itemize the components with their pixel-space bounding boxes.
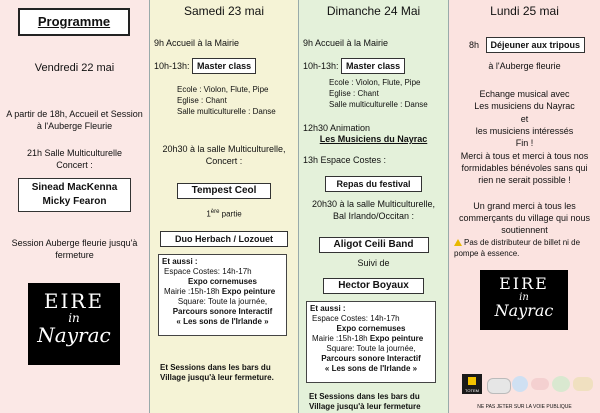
sunday-line: 13h Espace Costes : — [303, 155, 387, 165]
time-label: 10h-13h: — [303, 61, 339, 71]
band-box-wrap — [150, 180, 298, 199]
band-box-wrap — [150, 229, 298, 247]
friday-date: Vendredi 22 mai — [34, 62, 115, 74]
monday-line: soutiennent — [501, 225, 548, 235]
also-line: Parcours sonore Interactif — [172, 307, 273, 316]
logo-text: in — [519, 292, 529, 303]
saturday-footer: Et Sessions dans les bars du — [160, 363, 271, 372]
friday-line: Session Auberge fleurie jusqu'à — [11, 238, 138, 248]
sunday-line: Bal Irlando/Occitan : — [332, 211, 415, 221]
monday-line: les musiciens intéressés — [475, 126, 574, 136]
first-part-sup: ère — [210, 209, 220, 215]
repas-box-wrap — [299, 174, 448, 192]
logo-text: EIRE — [499, 274, 549, 293]
sponsor-logo — [552, 376, 570, 392]
masterclass-box: Master class — [192, 58, 256, 74]
saturday-line: 20h30 à la salle Multiculturelle, — [162, 144, 286, 154]
also-text: Mairie :15h-18h — [164, 287, 222, 296]
band-box: Aligot Ceili Band — [319, 237, 429, 253]
also-text: Expo peinture — [221, 287, 276, 296]
saturday-title: Samedi 23 mai — [183, 4, 265, 18]
also-box — [306, 301, 436, 383]
also-line: Square: Toute la journée, — [177, 297, 268, 306]
monday-line: et — [520, 114, 529, 124]
first-part-label — [150, 207, 298, 220]
sunday-line: 20h30 à la salle Multiculturelle, — [311, 199, 436, 209]
saturday-masterclass — [154, 58, 256, 74]
sunday-line: Salle multiculturelle : Danse — [329, 100, 428, 109]
saturday-line: Concert : — [205, 156, 243, 166]
monday-line: rien ne serait possible ! — [478, 175, 571, 185]
eire-in-nayrac-logo — [480, 270, 568, 330]
time-label: 10h-13h: — [154, 61, 190, 71]
also-line: Espace Costes: 14h-17h — [312, 314, 400, 323]
sunday-footer: Et Sessions dans les bars du — [309, 392, 420, 401]
also-box — [158, 254, 287, 336]
column-friday — [0, 0, 150, 413]
sponsor-logo — [512, 376, 528, 392]
saturday-line: Salle multiculturelle : Danse — [177, 107, 276, 116]
eire-in-nayrac-logo — [28, 283, 120, 365]
sunday-footer: Village jusqu'à leur fermeture — [309, 402, 421, 411]
saturday-line: Ecole : Violon, Flute, Pipe — [177, 85, 269, 94]
sunday-line: 9h Accueil à la Mairie — [303, 38, 389, 48]
also-line: « Les sons de l'Irlande » — [176, 317, 269, 326]
saturday-line: 9h Accueil à la Mairie — [154, 38, 240, 48]
sunday-line: Ecole : Violon, Flute, Pipe — [329, 78, 421, 87]
also-text: Expo peinture — [369, 334, 424, 343]
warning-icon — [454, 239, 462, 246]
saturday-line: Eglise : Chant — [177, 96, 227, 105]
friday-line: A partir de 18h, Accueil et Session — [6, 109, 143, 119]
warning-line — [454, 238, 580, 248]
also-line: Espace Costes: 14h-17h — [164, 267, 252, 276]
monday-line: Merci à tous et merci à tous nos — [460, 151, 589, 161]
also-line: « Les sons de l'Irlande » — [324, 364, 418, 373]
saturday-footer: Village jusqu'à leur fermeture. — [160, 373, 274, 382]
totem-mark — [468, 377, 476, 385]
bottom-notice: NE PAS JETER SUR LA VOIE PUBLIQUE — [477, 404, 572, 410]
logo-text: Nayrac — [37, 323, 111, 347]
totem-logo — [462, 374, 482, 394]
programme-title-box — [18, 8, 130, 36]
column-saturday — [150, 0, 299, 413]
masterclass-box: Master class — [341, 58, 405, 74]
repas-box: Repas du festival — [325, 176, 421, 192]
sunday-line: 12h30 Animation — [303, 123, 371, 133]
band-box: Tempest Ceol — [177, 183, 272, 199]
monday-title: Lundi 25 mai — [490, 4, 559, 18]
also-title: Et aussi : — [162, 257, 198, 266]
also-line — [312, 334, 435, 344]
monday-line: Fin ! — [515, 138, 534, 148]
friday-line: à l'Auberge Fleurie — [36, 121, 113, 131]
friday-line: Concert : — [56, 160, 93, 170]
column-sunday — [299, 0, 449, 413]
friday-line: 21h Salle Multiculturelle — [26, 148, 123, 158]
sunday-line: Les Musiciens du Nayrac — [319, 134, 428, 144]
band-name: Sinead MacKenna — [31, 182, 118, 193]
sponsor-logo — [573, 377, 593, 391]
sunday-line: Suivi de — [357, 258, 390, 268]
also-line: Square: Toute la journée, — [326, 344, 416, 353]
band-box-wrap — [299, 275, 448, 294]
sunday-title: Dimanche 24 Mai — [326, 4, 421, 18]
monday-line: Les musiciens du Nayrac — [474, 101, 575, 111]
band-box-wrap — [299, 234, 448, 253]
also-line: Expo cornemuses — [188, 277, 257, 286]
sponsor-logo — [531, 378, 549, 390]
also-line: Expo cornemuses — [336, 324, 406, 333]
sunday-line: Eglise : Chant — [329, 89, 379, 98]
also-text: Mairie :15h-18h — [312, 334, 370, 343]
band-name: Micky Fearon — [42, 196, 107, 207]
monday-line: formidables bénévoles sans qui — [461, 163, 588, 173]
band-box: Duo Herbach / Lozouet — [160, 231, 288, 247]
friday-line: fermeture — [55, 250, 94, 260]
logo-text: in — [68, 311, 80, 325]
also-title: Et aussi : — [310, 304, 346, 313]
breakfast-box: Déjeuner aux tripous — [486, 37, 586, 53]
time-label: 8h — [469, 40, 480, 50]
column-monday — [449, 0, 600, 413]
monday-breakfast — [469, 37, 585, 53]
totem-text: TOTEM — [465, 388, 479, 393]
also-line: Parcours sonore Interactif — [321, 354, 421, 363]
logo-text: EIRE — [43, 289, 105, 313]
monday-line: Un grand merci à tous les — [473, 201, 576, 211]
warning-text: pompe à essence. — [454, 249, 520, 258]
friday-band-box — [18, 178, 131, 212]
first-part-text: partie — [219, 209, 242, 219]
first-part-number: 1 — [206, 209, 211, 219]
monday-line: commerçants du village qui nous — [458, 213, 591, 223]
sponsor-logo — [487, 378, 511, 394]
logo-text: Nayrac — [494, 301, 554, 320]
also-line — [164, 287, 286, 297]
band-box: Hector Boyaux — [323, 278, 424, 294]
monday-line: à l'Auberge fleurie — [488, 61, 561, 71]
sunday-masterclass — [303, 58, 405, 74]
programme-title: Programme — [37, 14, 111, 29]
warning-text: Pas de distributeur de billet ni de — [464, 238, 581, 247]
monday-line: Echange musical avec — [479, 89, 570, 99]
